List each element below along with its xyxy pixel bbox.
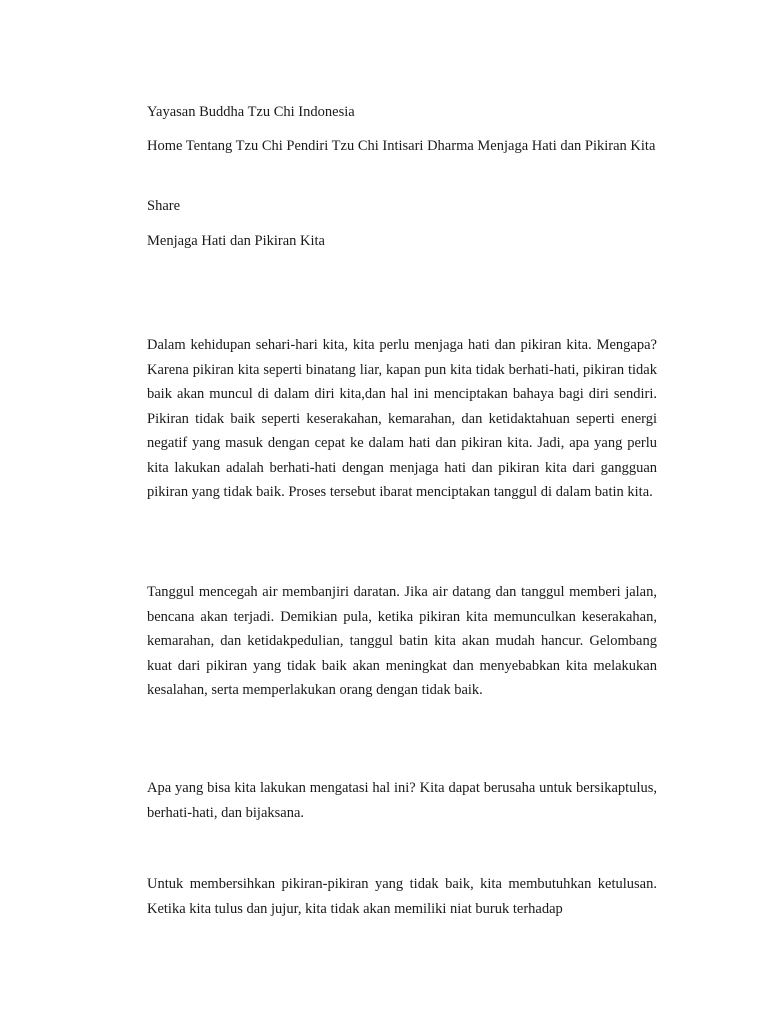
article-paragraph: Dalam kehidupan sehari-hari kita, kita perlu menjaga hati dan pikiran kita. Mengapa? Karena pikiran kita seperti binatang liar, kapan pun kita tidak berhati-hati, pikiran tidak baik akan muncul di dalam diri kita,dan hal ini menciptakan bahaya bagi diri sendiri. Pikiran tidak baik seperti keserakahan, kemarahan, dan ketidaktahuan seperti energi negatif yang masuk dengan cepat ke dalam hati dan pikiran kita. Jadi, apa yang perlu kita lakukan adalah berhati-hati dengan menjaga hati dan pikiran kita dari gangguan pikiran yang tidak baik. Proses tersebut ibarat menciptakan tanggul di dalam batin kita. bbox=[147, 337, 657, 500]
site-title: Yayasan Buddha Tzu Chi Indonesia bbox=[147, 104, 355, 120]
article-title: Menjaga Hati dan Pikiran Kita bbox=[147, 233, 325, 249]
breadcrumb: Home Tentang Tzu Chi Pendiri Tzu Chi Intisari Dharma Menjaga Hati dan Pikiran Kita bbox=[147, 138, 656, 154]
article-paragraph: Tanggul mencegah air membanjiri daratan. Jika air datang dan tanggul memberi jalan, bencana akan terjadi. Demikian pula, ketika pikiran kita memunculkan keserakahan, kemarahan, dan ketidakpedulian, tanggul batin kita akan mudah hancur. Gelombang kuat dari pikiran yang tidak baik akan meningkat dan menyebabkan kita melakukan kesalahan, serta memperlakukan orang dengan tidak baik. bbox=[147, 584, 657, 698]
article-paragraph: Untuk membersihkan pikiran-pikiran yang tidak baik, kita membutuhkan ketulusan. Ketika kita tulus dan jujur, kita tidak akan memiliki niat buruk terhadap bbox=[147, 876, 657, 917]
article-paragraph: Apa yang bisa kita lakukan mengatasi hal ini? Kita dapat berusaha untuk bersikaptulus, berhati-hati, dan bijaksana. bbox=[147, 780, 657, 821]
share-link[interactable]: Share bbox=[147, 198, 181, 214]
